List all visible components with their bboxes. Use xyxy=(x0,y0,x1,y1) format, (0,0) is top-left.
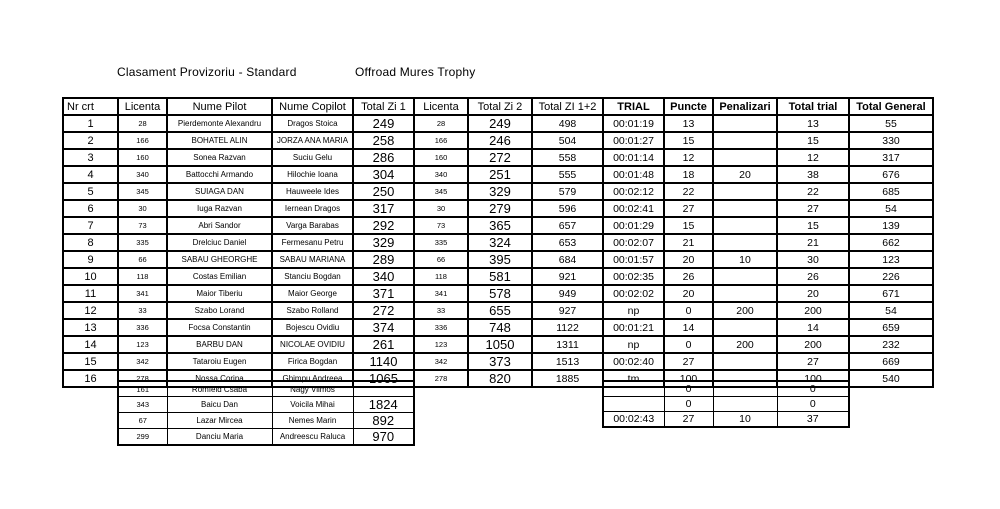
cell: 6 xyxy=(63,200,118,217)
column-header: Licenta xyxy=(414,98,468,115)
cell: 371 xyxy=(353,285,414,302)
cell: 1122 xyxy=(532,319,603,336)
cell: 671 xyxy=(849,285,933,302)
cell: 30 xyxy=(414,200,468,217)
cell: 00:01:48 xyxy=(603,166,664,183)
cell: 0 xyxy=(664,302,713,319)
cell: 1 xyxy=(63,115,118,132)
cell: 676 xyxy=(849,166,933,183)
cell: 160 xyxy=(118,149,167,166)
cell: 38 xyxy=(777,166,849,183)
cell: Maior Tiberiu xyxy=(167,285,272,302)
cell: np xyxy=(603,336,664,353)
cell xyxy=(713,132,777,149)
cell: JORZA ANA MARIA xyxy=(272,132,353,149)
cell: 329 xyxy=(468,183,532,200)
cell: 1050 xyxy=(468,336,532,353)
cell: 540 xyxy=(849,370,933,387)
column-header: Nr crt xyxy=(63,98,118,115)
cell: Nossa Corina xyxy=(167,370,272,387)
cell: 118 xyxy=(414,268,468,285)
cell: 27 xyxy=(664,412,713,428)
cell: 340 xyxy=(118,166,167,183)
cell: Tataroiu Eugen xyxy=(167,353,272,370)
cell: 0 xyxy=(664,381,713,397)
cell: Nagy Vilmos xyxy=(272,381,353,397)
cell: 504 xyxy=(532,132,603,149)
cell: 317 xyxy=(353,200,414,217)
table-row xyxy=(63,166,933,183)
cell: Stanciu Bogdan xyxy=(272,268,353,285)
cell: 949 xyxy=(532,285,603,302)
table-row xyxy=(63,353,933,370)
cell: Battocchi Armando xyxy=(167,166,272,183)
cell: 0 xyxy=(664,397,713,412)
cell: 66 xyxy=(414,251,468,268)
cell: 684 xyxy=(532,251,603,268)
cell: 1513 xyxy=(532,353,603,370)
cell: 200 xyxy=(777,336,849,353)
cell: 970 xyxy=(353,429,414,446)
cell: 10 xyxy=(63,268,118,285)
cell: 5 xyxy=(63,183,118,200)
document-title: Clasament Provizoriu - Standard xyxy=(117,65,297,79)
cell: 261 xyxy=(353,336,414,353)
extra-left-table xyxy=(117,380,415,446)
cell: 15 xyxy=(664,217,713,234)
cell: 892 xyxy=(353,413,414,429)
cell xyxy=(713,200,777,217)
cell: 00:01:14 xyxy=(603,149,664,166)
cell: 343 xyxy=(118,397,167,413)
cell: 2 xyxy=(63,132,118,149)
cell: Szabo Rolland xyxy=(272,302,353,319)
cell: Hauweele Ides xyxy=(272,183,353,200)
cell: 166 xyxy=(414,132,468,149)
cell: 67 xyxy=(118,413,167,429)
cell: 921 xyxy=(532,268,603,285)
cell: 14 xyxy=(777,319,849,336)
cell: 299 xyxy=(118,429,167,446)
cell: 365 xyxy=(468,217,532,234)
table-row xyxy=(63,115,933,132)
cell: BARBU DAN xyxy=(167,336,272,353)
cell: 340 xyxy=(353,268,414,285)
cell: 00:02:35 xyxy=(603,268,664,285)
cell: 9 xyxy=(63,251,118,268)
cell: 00:02:12 xyxy=(603,183,664,200)
cell: 657 xyxy=(532,217,603,234)
column-header: Total Zi 2 xyxy=(468,98,532,115)
cell: 655 xyxy=(468,302,532,319)
cell: 166 xyxy=(118,132,167,149)
cell xyxy=(713,149,777,166)
cell: Sonea Razvan xyxy=(167,149,272,166)
cell: 00:01:29 xyxy=(603,217,664,234)
cell: 0 xyxy=(777,381,849,397)
cell: 27 xyxy=(664,353,713,370)
cell: 54 xyxy=(849,302,933,319)
cell: 820 xyxy=(468,370,532,387)
cell: 00:01:19 xyxy=(603,115,664,132)
cell: 00:02:07 xyxy=(603,234,664,251)
extra-right-table xyxy=(602,380,850,428)
table-row xyxy=(63,234,933,251)
cell: 342 xyxy=(414,353,468,370)
cell: 3 xyxy=(63,149,118,166)
cell xyxy=(713,115,777,132)
cell: 20 xyxy=(664,285,713,302)
cell: 0 xyxy=(664,336,713,353)
cell xyxy=(713,217,777,234)
table-row xyxy=(63,285,933,302)
cell: 20 xyxy=(664,251,713,268)
cell: SABAU MARIANA xyxy=(272,251,353,268)
table-row xyxy=(603,412,849,428)
cell: 00:01:27 xyxy=(603,132,664,149)
cell: Firica Bogdan xyxy=(272,353,353,370)
cell: 232 xyxy=(849,336,933,353)
cell: Costas Emilian xyxy=(167,268,272,285)
cell: 289 xyxy=(353,251,414,268)
cell: Dragos Stoica xyxy=(272,115,353,132)
cell: 160 xyxy=(414,149,468,166)
cell: 685 xyxy=(849,183,933,200)
cell: 1824 xyxy=(353,397,414,413)
cell: 15 xyxy=(777,132,849,149)
cell xyxy=(353,381,414,397)
cell: BOHATEL ALIN xyxy=(167,132,272,149)
cell: 1140 xyxy=(353,353,414,370)
cell: 653 xyxy=(532,234,603,251)
column-header: Puncte xyxy=(664,98,713,115)
cell: 250 xyxy=(353,183,414,200)
table-row xyxy=(63,268,933,285)
cell: 15 xyxy=(664,132,713,149)
cell xyxy=(713,268,777,285)
cell: 395 xyxy=(468,251,532,268)
cell: 1885 xyxy=(532,370,603,387)
cell xyxy=(713,319,777,336)
cell: 15 xyxy=(777,217,849,234)
cell: 12 xyxy=(63,302,118,319)
cell: 54 xyxy=(849,200,933,217)
column-header: TRIAL xyxy=(603,98,664,115)
cell: 00:02:41 xyxy=(603,200,664,217)
cell xyxy=(713,353,777,370)
cell xyxy=(713,397,777,412)
cell: 249 xyxy=(468,115,532,132)
cell: 927 xyxy=(532,302,603,319)
cell: 73 xyxy=(118,217,167,234)
column-header: Total trial xyxy=(777,98,849,115)
cell: Pierdemonte Alexandru xyxy=(167,115,272,132)
cell: 324 xyxy=(468,234,532,251)
cell: 11 xyxy=(63,285,118,302)
cell: Baicu Dan xyxy=(167,397,272,413)
cell: Iuga Razvan xyxy=(167,200,272,217)
cell: 336 xyxy=(118,319,167,336)
cell: Hilochie Ioana xyxy=(272,166,353,183)
cell: 28 xyxy=(414,115,468,132)
cell: 55 xyxy=(849,115,933,132)
cell: 292 xyxy=(353,217,414,234)
cell: 30 xyxy=(118,200,167,217)
event-title: Offroad Mures Trophy xyxy=(355,65,476,79)
table-row xyxy=(63,336,933,353)
cell: 15 xyxy=(63,353,118,370)
cell: 27 xyxy=(664,200,713,217)
cell: 33 xyxy=(118,302,167,319)
cell: Nemes Marin xyxy=(272,413,353,429)
cell: 335 xyxy=(118,234,167,251)
cell: 00:01:21 xyxy=(603,319,664,336)
table-row xyxy=(63,319,933,336)
table-row xyxy=(63,217,933,234)
cell: 8 xyxy=(63,234,118,251)
cell: 317 xyxy=(849,149,933,166)
cell: 26 xyxy=(777,268,849,285)
cell: 30 xyxy=(777,251,849,268)
table-row xyxy=(63,149,933,166)
column-header: Penalizari xyxy=(713,98,777,115)
cell: 373 xyxy=(468,353,532,370)
cell: 345 xyxy=(414,183,468,200)
cell: 26 xyxy=(664,268,713,285)
cell: np xyxy=(603,302,664,319)
cell: 340 xyxy=(414,166,468,183)
cell xyxy=(603,381,664,397)
cell: 100 xyxy=(664,370,713,387)
cell: 662 xyxy=(849,234,933,251)
cell: 118 xyxy=(118,268,167,285)
cell: 0 xyxy=(777,397,849,412)
cell: 22 xyxy=(664,183,713,200)
cell: Drelciuc Daniel xyxy=(167,234,272,251)
cell: 555 xyxy=(532,166,603,183)
cell: 200 xyxy=(777,302,849,319)
cell: SUIAGA DAN xyxy=(167,183,272,200)
results-table xyxy=(62,97,934,388)
column-header: Total General xyxy=(849,98,933,115)
cell: 123 xyxy=(849,251,933,268)
cell: 10 xyxy=(713,251,777,268)
cell: 21 xyxy=(777,234,849,251)
cell: 669 xyxy=(849,353,933,370)
cell: Abri Sandor xyxy=(167,217,272,234)
cell: Suciu Gelu xyxy=(272,149,353,166)
cell: 341 xyxy=(414,285,468,302)
cell: 498 xyxy=(532,115,603,132)
cell xyxy=(713,381,777,397)
cell: Maior George xyxy=(272,285,353,302)
cell: 00:02:40 xyxy=(603,353,664,370)
cell: 14 xyxy=(63,336,118,353)
cell: tm xyxy=(603,370,664,387)
cell: 278 xyxy=(414,370,468,387)
cell: 00:02:43 xyxy=(603,412,664,428)
cell: 123 xyxy=(118,336,167,353)
cell: 13 xyxy=(63,319,118,336)
cell: 73 xyxy=(414,217,468,234)
cell: Fermesanu Petru xyxy=(272,234,353,251)
cell: 161 xyxy=(118,381,167,397)
header-row xyxy=(63,98,933,115)
column-header: Total Zi 1 xyxy=(353,98,414,115)
cell: 278 xyxy=(118,370,167,387)
table-row xyxy=(63,200,933,217)
cell: 10 xyxy=(713,412,777,428)
cell: 27 xyxy=(777,200,849,217)
cell: 1311 xyxy=(532,336,603,353)
table-row xyxy=(63,183,933,200)
table-row xyxy=(63,132,933,149)
table-row xyxy=(118,413,414,429)
cell: 272 xyxy=(353,302,414,319)
cell: 578 xyxy=(468,285,532,302)
cell: 20 xyxy=(777,285,849,302)
cell: 200 xyxy=(713,336,777,353)
cell xyxy=(603,397,664,412)
cell: 330 xyxy=(849,132,933,149)
cell: 00:01:57 xyxy=(603,251,664,268)
cell: 342 xyxy=(118,353,167,370)
cell: 13 xyxy=(777,115,849,132)
cell: 123 xyxy=(414,336,468,353)
cell: 329 xyxy=(353,234,414,251)
cell: Lazar Mircea xyxy=(167,413,272,429)
cell: 335 xyxy=(414,234,468,251)
cell: 249 xyxy=(353,115,414,132)
cell: 581 xyxy=(468,268,532,285)
cell: 13 xyxy=(664,115,713,132)
cell: 251 xyxy=(468,166,532,183)
table-row xyxy=(118,429,414,446)
cell: 66 xyxy=(118,251,167,268)
cell: 139 xyxy=(849,217,933,234)
cell: 14 xyxy=(664,319,713,336)
cell: 579 xyxy=(532,183,603,200)
cell: 659 xyxy=(849,319,933,336)
cell: 100 xyxy=(777,370,849,387)
cell: 20 xyxy=(713,166,777,183)
cell: Focsa Constantin xyxy=(167,319,272,336)
cell: Bojescu Ovidiu xyxy=(272,319,353,336)
cell: 341 xyxy=(118,285,167,302)
cell: 246 xyxy=(468,132,532,149)
cell: Varga Barabas xyxy=(272,217,353,234)
table-row xyxy=(63,251,933,268)
cell: 279 xyxy=(468,200,532,217)
cell: Iernean Dragos xyxy=(272,200,353,217)
cell: 16 xyxy=(63,370,118,387)
cell: NICOLAE OVIDIU xyxy=(272,336,353,353)
cell: 22 xyxy=(777,183,849,200)
cell: 7 xyxy=(63,217,118,234)
cell: 00:02:02 xyxy=(603,285,664,302)
cell: 12 xyxy=(664,149,713,166)
table-row xyxy=(118,397,414,413)
table-row xyxy=(118,381,414,397)
cell: 21 xyxy=(664,234,713,251)
column-header: Nume Pilot xyxy=(167,98,272,115)
cell: 258 xyxy=(353,132,414,149)
cell: 200 xyxy=(713,302,777,319)
cell: 18 xyxy=(664,166,713,183)
cell xyxy=(713,183,777,200)
cell: 272 xyxy=(468,149,532,166)
cell: Andreescu Raluca xyxy=(272,429,353,446)
column-header: Total ZI 1+2 xyxy=(532,98,603,115)
cell: Voicila Mihai xyxy=(272,397,353,413)
cell: 12 xyxy=(777,149,849,166)
table-row xyxy=(603,397,849,412)
column-header: Licenta xyxy=(118,98,167,115)
cell: Danciu Maria xyxy=(167,429,272,446)
column-header: Nume Copilot xyxy=(272,98,353,115)
cell: 748 xyxy=(468,319,532,336)
cell: 226 xyxy=(849,268,933,285)
cell: 374 xyxy=(353,319,414,336)
cell: Szabo Lorand xyxy=(167,302,272,319)
table-row xyxy=(63,302,933,319)
cell: 596 xyxy=(532,200,603,217)
cell: 336 xyxy=(414,319,468,336)
cell: 33 xyxy=(414,302,468,319)
cell: 286 xyxy=(353,149,414,166)
cell: 1065 xyxy=(353,370,414,387)
cell: 304 xyxy=(353,166,414,183)
cell: 558 xyxy=(532,149,603,166)
cell: 4 xyxy=(63,166,118,183)
table-row xyxy=(603,381,849,397)
cell: 28 xyxy=(118,115,167,132)
cell: 37 xyxy=(777,412,849,428)
cell: Romfeld Csaba xyxy=(167,381,272,397)
cell: Ghimpu Andreea xyxy=(272,370,353,387)
cell xyxy=(713,285,777,302)
cell xyxy=(713,234,777,251)
cell: 345 xyxy=(118,183,167,200)
cell: 27 xyxy=(777,353,849,370)
cell: SABAU GHEORGHE xyxy=(167,251,272,268)
